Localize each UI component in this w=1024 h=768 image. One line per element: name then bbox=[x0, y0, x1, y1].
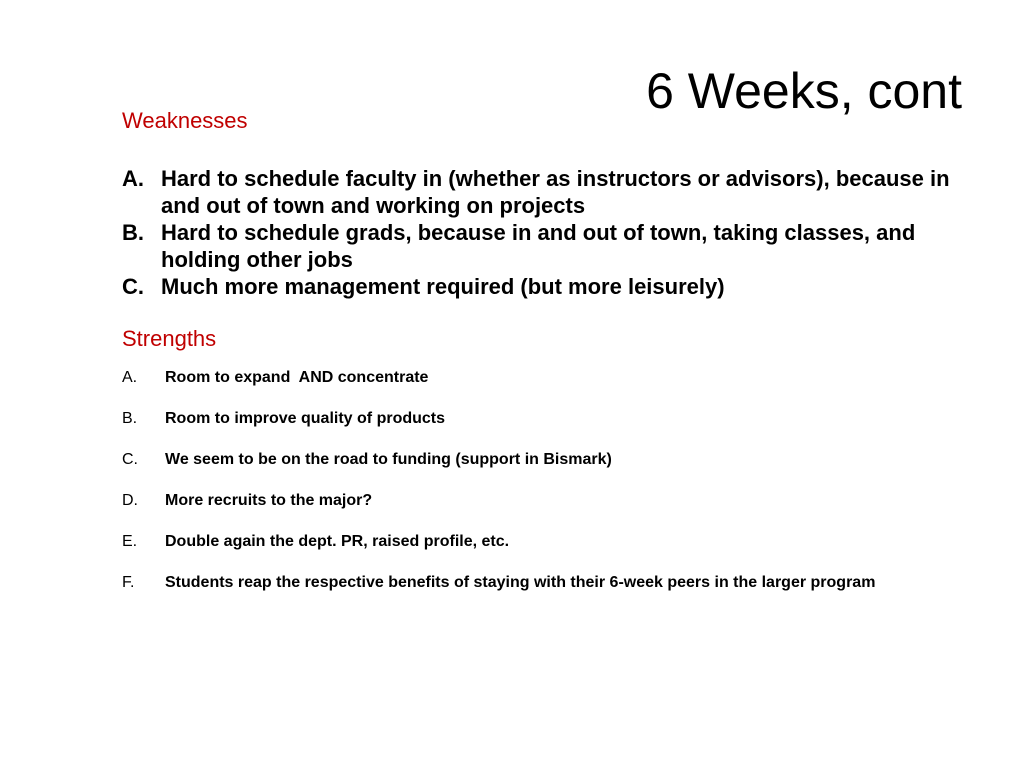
strength-text: More recruits to the major? bbox=[165, 492, 373, 509]
weakness-item bbox=[122, 165, 962, 219]
strength-item bbox=[122, 491, 942, 511]
strength-item bbox=[122, 409, 942, 429]
strength-item bbox=[122, 532, 942, 552]
weakness-letter: B. bbox=[122, 220, 144, 245]
weakness-text: Hard to schedule grads, because in and out of town, taking classes, and holding other jobs bbox=[161, 220, 916, 272]
strength-item bbox=[122, 450, 942, 470]
weakness-item bbox=[122, 273, 962, 300]
strengths-heading: Strengths bbox=[122, 326, 217, 351]
strength-text: We seem to be on the road to funding (support in Bismark) bbox=[165, 451, 612, 468]
strengths-list bbox=[122, 368, 942, 614]
strength-letter: C. bbox=[122, 451, 138, 468]
strength-text: Room to expand AND concentrate bbox=[165, 369, 429, 386]
strength-text: Double again the dept. PR, raised profile, etc. bbox=[165, 533, 510, 550]
weakness-letter: A. bbox=[122, 166, 144, 191]
strength-letter: B. bbox=[122, 410, 138, 427]
slide-title: 6 Weeks, cont bbox=[646, 63, 962, 119]
strength-letter: A. bbox=[122, 369, 138, 386]
weaknesses-heading: Weaknesses bbox=[122, 108, 248, 133]
strength-item bbox=[122, 368, 942, 388]
weakness-item bbox=[122, 219, 962, 273]
strength-letter: D. bbox=[122, 492, 138, 509]
weakness-letter: C. bbox=[122, 274, 144, 299]
strength-text: Room to improve quality of products bbox=[165, 410, 446, 427]
strength-letter: E. bbox=[122, 533, 138, 550]
strength-item bbox=[122, 573, 942, 593]
weakness-text: Much more management required (but more leisurely) bbox=[161, 274, 725, 299]
strength-letter: F. bbox=[122, 574, 135, 591]
weakness-text: Hard to schedule faculty in (whether as instructors or advisors), because in and out of town and working on projects bbox=[161, 166, 950, 218]
strength-text: Students reap the respective benefits of staying with their 6-week peers in the larger program bbox=[165, 574, 876, 591]
weaknesses-list bbox=[122, 165, 962, 300]
